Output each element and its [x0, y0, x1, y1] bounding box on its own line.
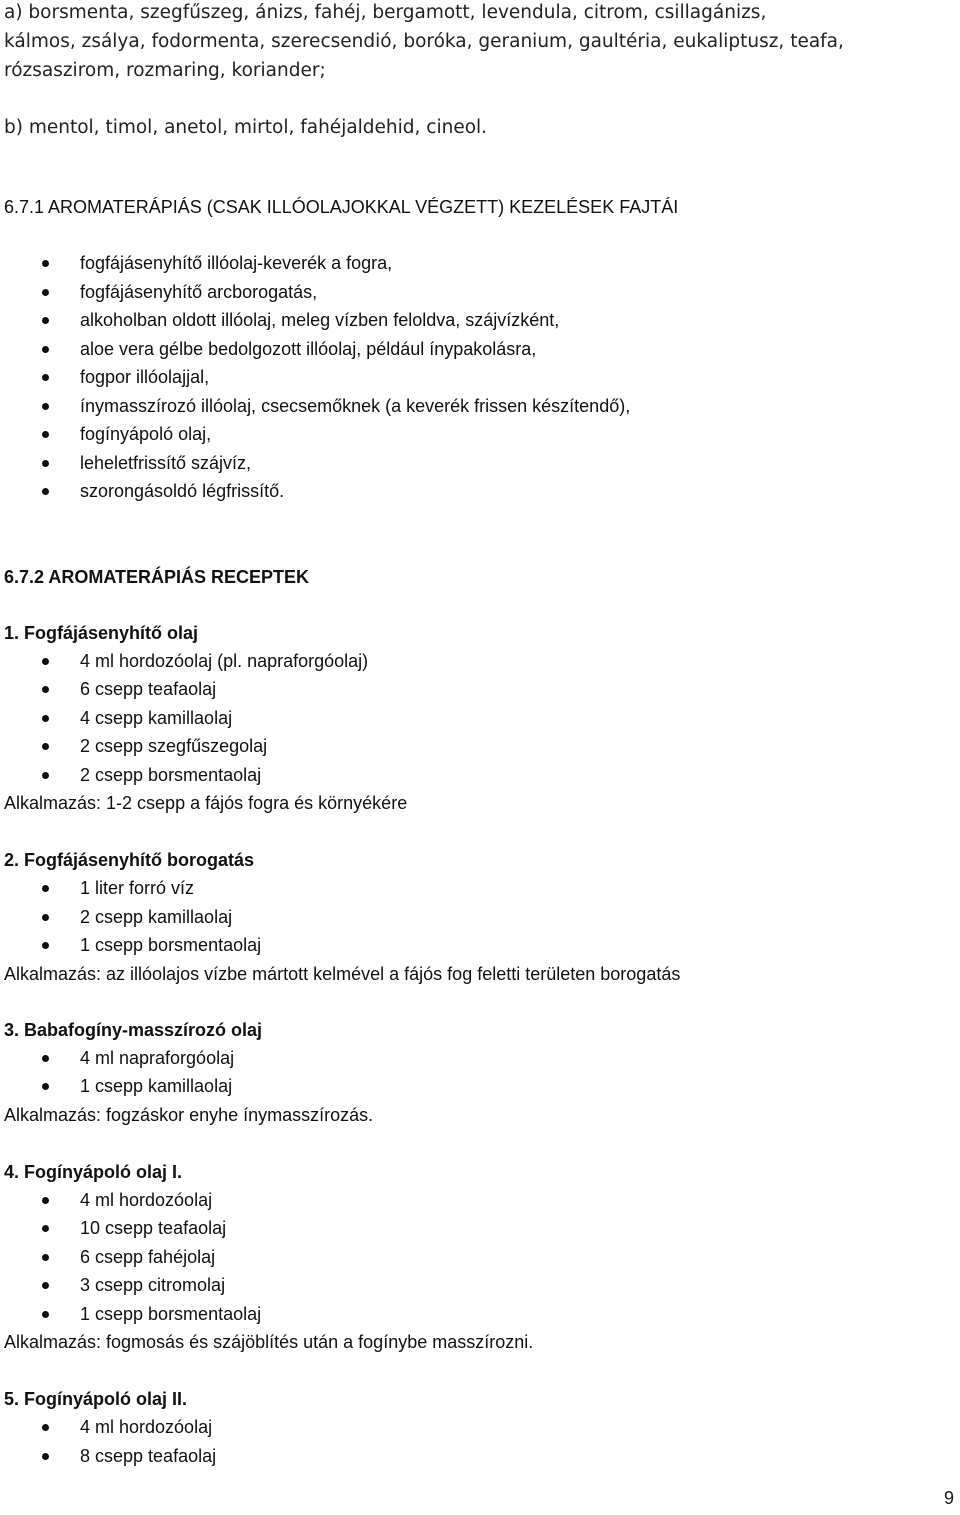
intro-text: [4, 0, 944, 144]
list-item: [4, 675, 944, 704]
list-item: [4, 732, 944, 761]
list-item-text: szorongásoldó légfrissítő.: [80, 481, 285, 501]
bullet-icon: [42, 346, 49, 353]
list-item: [4, 704, 944, 733]
bullet-icon: [42, 1254, 49, 1261]
bullet-icon: [42, 772, 49, 779]
intro-line-a2: kálmos, zsálya, fodormenta, szerecsendió, boróka, geranium, gaultéria, eukaliptusz, teafa,: [4, 31, 844, 52]
list-item: [4, 477, 944, 506]
list-item: [4, 1186, 944, 1215]
bullet-icon: [42, 317, 49, 324]
bullet-icon: [42, 289, 49, 296]
bullet-icon: [42, 260, 49, 267]
recipe-ingredients: [4, 1186, 944, 1329]
list-item-text: 2 csepp kamillaolaj: [80, 906, 233, 927]
list-item: [4, 420, 944, 449]
bullet-icon: [42, 1197, 49, 1204]
recipe-title: 1. Fogfájásenyhítő olaj: [4, 622, 199, 643]
list-item: [4, 903, 944, 932]
bullet-icon: [42, 743, 49, 750]
recipe-usage: Alkalmazás: 1-2 csepp a fájós fogra és környékére: [4, 793, 408, 813]
list-item-text: 3 csepp citromolaj: [80, 1275, 226, 1295]
bullet-icon: [42, 715, 49, 722]
list-item-text: 6 csepp teafaolaj: [80, 679, 217, 699]
list-item-text: 4 ml napraforgóolaj: [80, 1047, 235, 1068]
bullet-icon: [42, 1055, 49, 1062]
list-item: [4, 335, 944, 364]
intro-line-b: b) mentol, timol, anetol, mirtol, fahéjaldehid, cineol.: [4, 117, 488, 138]
recipe-title: 5. Fogínyápoló olaj II.: [4, 1389, 188, 1409]
bullet-icon: [42, 914, 49, 921]
list-item: [4, 249, 944, 278]
list-item-text: 8 csepp teafaolaj: [80, 1445, 217, 1466]
list-item-text: fogfájásenyhítő arcborogatás,: [80, 281, 318, 302]
bullet-icon: [42, 460, 49, 467]
list-item-text: 1 csepp kamillaolaj: [80, 1076, 233, 1096]
list-item: [4, 449, 944, 478]
recipe-usage: Alkalmazás: az illóolajos vízbe mártott kelmével a fájós fog feletti területen borogatás: [4, 963, 681, 984]
list-item-text: alkoholban oldott illóolaj, meleg vízben feloldva, szájvízként,: [80, 310, 560, 330]
bullet-icon: [42, 431, 49, 438]
list-item: [4, 1214, 944, 1243]
bullet-icon: [42, 1282, 49, 1289]
bullet-icon: [42, 403, 49, 410]
recipe-usage: Alkalmazás: fogmosás és szájöblítés után a fogínybe masszírozni.: [4, 1332, 534, 1352]
list-item: [4, 1243, 944, 1272]
bullet-icon: [42, 686, 49, 693]
list-item-text: aloe vera gélbe bedolgozott illóolaj, például ínypakolásra,: [80, 338, 537, 359]
list-item: [4, 1044, 944, 1073]
recipe-ingredients: [4, 1044, 944, 1101]
intro-line-a1: a) borsmenta, szegfűszeg, ánizs, fahéj, bergamott, levendula, citrom, csillagánizs,: [4, 2, 767, 23]
list-item: [4, 363, 944, 392]
bullet-icon: [42, 885, 49, 892]
bullet-icon: [42, 1424, 49, 1431]
treatment-list: [4, 249, 944, 506]
list-item: [4, 1442, 944, 1471]
list-item-text: 2 csepp szegfűszegolaj: [80, 736, 268, 756]
recipe-ingredients: [4, 874, 944, 960]
list-item: [4, 931, 944, 960]
list-item: [4, 1300, 944, 1329]
list-item-text: 10 csepp teafaolaj: [80, 1218, 227, 1238]
document-body: [4, 193, 944, 1470]
list-item-text: 4 ml hordozóolaj: [80, 1189, 213, 1210]
recipe-title: 4. Fogínyápoló olaj I.: [4, 1161, 183, 1182]
bullet-icon: [42, 1083, 49, 1090]
list-item: [4, 1072, 944, 1101]
list-item-text: 4 ml hordozóolaj: [80, 1417, 213, 1437]
list-item: [4, 761, 944, 790]
list-item: [4, 1271, 944, 1300]
bullet-icon: [42, 942, 49, 949]
list-item: [4, 306, 944, 335]
page-number: 9: [943, 1488, 954, 1508]
list-item-text: leheletfrissítő szájvíz,: [80, 452, 252, 473]
recipe-title: 3. Babafogíny-masszírozó olaj: [4, 1019, 263, 1040]
recipe-usage: Alkalmazás: fogzáskor enyhe ínymasszírozás.: [4, 1104, 374, 1125]
list-item-text: ínymasszírozó illóolaj, csecsemőknek (a keverék frissen készítendő),: [80, 395, 631, 416]
bullet-icon: [42, 1453, 49, 1460]
list-item: [4, 647, 944, 676]
list-item-text: 1 csepp borsmentaolaj: [80, 1303, 262, 1324]
bullet-icon: [42, 1311, 49, 1318]
list-item-text: fogpor illóolajjal,: [80, 367, 210, 387]
list-item-text: 2 csepp borsmentaolaj: [80, 764, 262, 785]
list-item-text: fogfájásenyhítő illóolaj-keverék a fogra,: [80, 253, 393, 273]
section-heading-recipes: 6.7.2 AROMATERÁPIÁS RECEPTEK: [4, 566, 310, 587]
section-heading-treatments: 6.7.1 AROMATERÁPIÁS (CSAK ILLÓOLAJOKKAL VÉGZETT) KEZELÉSEK FAJTÁI: [4, 197, 679, 217]
recipe-title: 2. Fogfájásenyhítő borogatás: [4, 850, 255, 870]
intro-line-a3: rózsaszirom, rozmaring, koriander;: [4, 60, 326, 81]
list-item-text: 6 csepp fahéjolaj: [80, 1246, 216, 1267]
bullet-icon: [42, 658, 49, 665]
list-item: [4, 874, 944, 903]
list-item: [4, 278, 944, 307]
recipe-ingredients: [4, 647, 944, 790]
list-item: [4, 1413, 944, 1442]
recipe-ingredients: [4, 1413, 944, 1470]
list-item-text: 4 csepp kamillaolaj: [80, 707, 233, 728]
list-item: [4, 392, 944, 421]
bullet-icon: [42, 488, 49, 495]
bullet-icon: [42, 374, 49, 381]
list-item-text: fogínyápoló olaj,: [80, 424, 212, 444]
list-item-text: 1 csepp borsmentaolaj: [80, 935, 262, 955]
bullet-icon: [42, 1225, 49, 1232]
list-item-text: 4 ml hordozóolaj (pl. napraforgóolaj): [80, 650, 369, 671]
list-item-text: 1 liter forró víz: [80, 878, 195, 898]
